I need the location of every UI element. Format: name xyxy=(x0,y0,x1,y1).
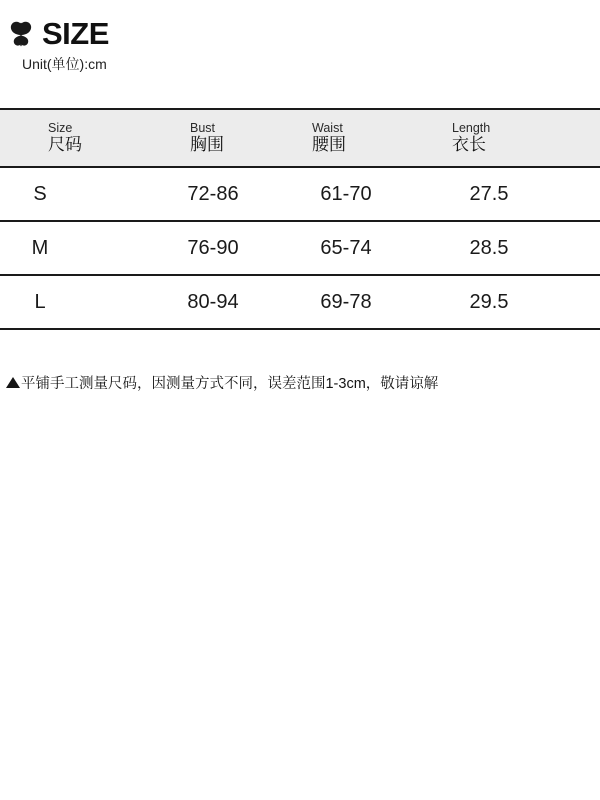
unit-label: Unit(单位):cm xyxy=(22,56,107,72)
cell-bust: 76-90 xyxy=(148,221,284,275)
measurement-disclaimer-text: 平铺手工测量尺码，因测量方式不同，误差范围1-3cm，敬请谅解 xyxy=(21,376,439,392)
cell-bust: 80-94 xyxy=(148,275,284,329)
triangle-up-icon xyxy=(6,377,20,388)
brand-butterfly-logo-icon xyxy=(6,19,36,49)
column-header-size-cn: 尺码 xyxy=(48,134,82,154)
cell-size: L xyxy=(0,275,148,329)
column-header-bust-cn: 胸围 xyxy=(190,134,224,154)
cell-waist: 61-70 xyxy=(284,167,420,221)
column-header-length xyxy=(420,109,600,167)
size-table-wrap xyxy=(0,108,600,330)
column-header-waist xyxy=(284,109,420,167)
table-row xyxy=(0,167,600,221)
measurement-disclaimer xyxy=(0,372,600,393)
cell-length: 28.5 xyxy=(420,221,600,275)
column-header-length-en: Length xyxy=(452,121,491,136)
column-header-size-en: Size xyxy=(48,121,73,136)
table-row xyxy=(0,221,600,275)
cell-waist: 65-74 xyxy=(284,221,420,275)
size-table xyxy=(0,108,600,330)
cell-waist: 69-78 xyxy=(284,275,420,329)
column-header-length-cn: 衣长 xyxy=(452,134,486,154)
cell-length: 29.5 xyxy=(420,275,600,329)
cell-size: M xyxy=(0,221,148,275)
column-header-bust xyxy=(148,109,284,167)
cell-bust: 72-86 xyxy=(148,167,284,221)
column-header-waist-cn: 腰围 xyxy=(312,134,346,154)
column-header-bust-en: Bust xyxy=(190,121,216,136)
cell-length: 27.5 xyxy=(420,167,600,221)
logo-title-group xyxy=(0,18,600,49)
page-title: SIZE xyxy=(42,16,109,51)
column-header-size xyxy=(0,109,148,167)
table-header-row xyxy=(0,109,600,167)
header xyxy=(0,18,600,76)
cell-size: S xyxy=(0,167,148,221)
table-row xyxy=(0,275,600,329)
column-header-waist-en: Waist xyxy=(312,121,343,136)
